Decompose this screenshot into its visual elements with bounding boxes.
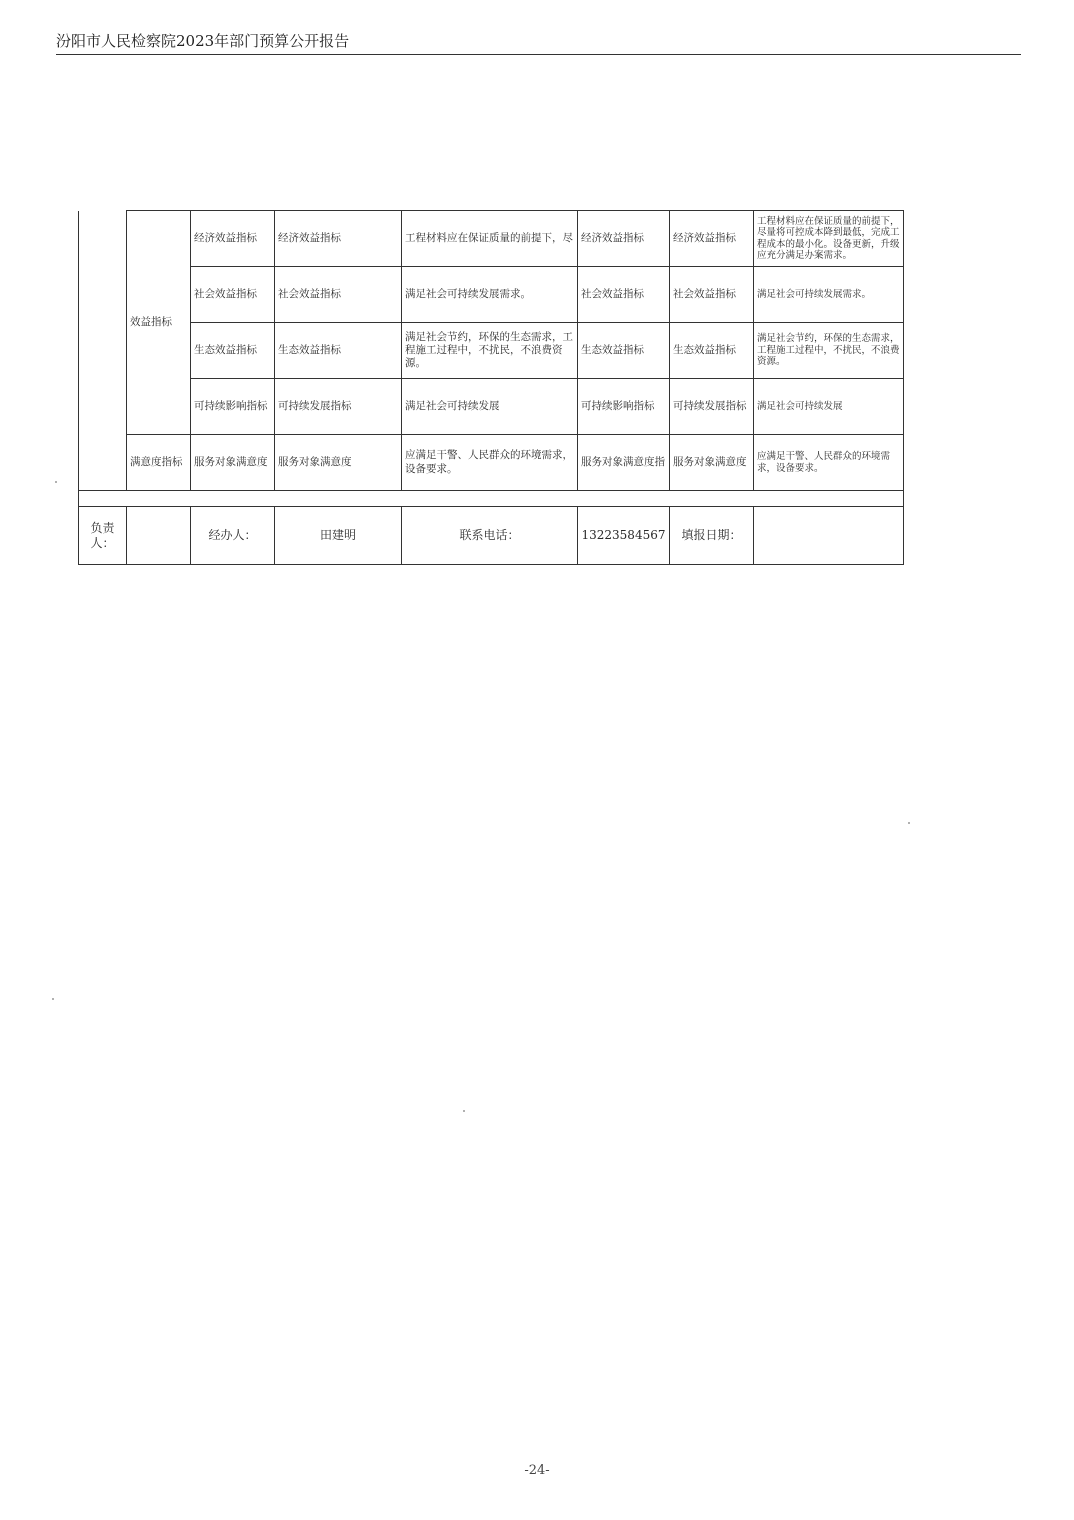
level3-indicator: 服务对象满意度 <box>275 435 402 491</box>
level3-indicator-b: 社会效益指标 <box>670 267 754 323</box>
level2-indicator: 经济效益指标 <box>191 211 275 267</box>
scan-speck <box>908 822 910 824</box>
table-row <box>79 267 904 323</box>
page-number: -24- <box>524 1463 550 1478</box>
level2-indicator-b: 经济效益指标 <box>578 211 670 267</box>
level3-indicator: 可持续发展指标 <box>275 379 402 435</box>
phone-label: 联系电话： <box>402 507 578 565</box>
separator-row <box>79 491 904 507</box>
level2-indicator: 社会效益指标 <box>191 267 275 323</box>
level2-indicator-b: 社会效益指标 <box>578 267 670 323</box>
level2-indicator: 服务对象满意度 <box>191 435 275 491</box>
scan-speck <box>463 1110 465 1112</box>
handler-value: 田建明 <box>275 507 402 565</box>
level2-indicator-b: 服务对象满意度指 <box>578 435 670 491</box>
handler-label: 经办人： <box>191 507 275 565</box>
indicator-value: 工程材料应在保证质量的前提下，尽 <box>402 211 578 267</box>
indicator-value-b: 工程材料应在保证质量的前提下，尽量将可控成本降到最低，完成工程成本的最小化。设备更新，升级应充分满足办案需求。 <box>754 211 904 267</box>
indicator-value: 满足社会可持续发展 <box>402 379 578 435</box>
indicator-value-b: 满足社会可持续发展 <box>754 379 904 435</box>
scan-speck <box>52 998 54 1000</box>
level3-indicator: 生态效益指标 <box>275 323 402 379</box>
header-title: 汾阳市人民检察院2023年部门预算公开报告 <box>56 32 350 50</box>
satisfaction-category-cell: 满意度指标 <box>127 435 191 491</box>
continuation-cell <box>79 211 127 491</box>
table-row <box>79 323 904 379</box>
level3-indicator: 社会效益指标 <box>275 267 402 323</box>
performance-indicator-table <box>78 210 904 565</box>
table-row <box>79 435 904 491</box>
page-header <box>56 32 1021 55</box>
date-value <box>754 507 904 565</box>
level2-indicator-b: 生态效益指标 <box>578 323 670 379</box>
level3-indicator-b: 生态效益指标 <box>670 323 754 379</box>
phone-value: 13223584567 <box>578 507 670 565</box>
indicator-value: 满足社会节约，环保的生态需求，工程施工过程中，不扰民，不浪费资源。 <box>402 323 578 379</box>
indicator-value-b: 满足社会节约，环保的生态需求，工程施工过程中，不扰民，不浪费资源。 <box>754 323 904 379</box>
level2-indicator: 可持续影响指标 <box>191 379 275 435</box>
indicator-value: 应满足干警、人民群众的环境需求，设备要求。 <box>402 435 578 491</box>
table-row <box>79 379 904 435</box>
responsible-label: 负责人： <box>79 507 127 565</box>
level3-indicator-b: 经济效益指标 <box>670 211 754 267</box>
blank-cell <box>79 491 904 507</box>
scan-speck <box>55 481 57 483</box>
level2-indicator-b: 可持续影响指标 <box>578 379 670 435</box>
benefit-category-cell: 效益指标 <box>127 211 191 435</box>
signature-row <box>79 507 904 565</box>
indicator-value-b: 满足社会可持续发展需求。 <box>754 267 904 323</box>
indicator-value-b: 应满足干警、人民群众的环境需求，设备要求。 <box>754 435 904 491</box>
indicator-value: 满足社会可持续发展需求。 <box>402 267 578 323</box>
responsible-value <box>127 507 191 565</box>
level3-indicator: 经济效益指标 <box>275 211 402 267</box>
level2-indicator: 生态效益指标 <box>191 323 275 379</box>
level3-indicator-b: 服务对象满意度 <box>670 435 754 491</box>
date-label: 填报日期： <box>670 507 754 565</box>
table-row <box>79 211 904 267</box>
level3-indicator-b: 可持续发展指标 <box>670 379 754 435</box>
